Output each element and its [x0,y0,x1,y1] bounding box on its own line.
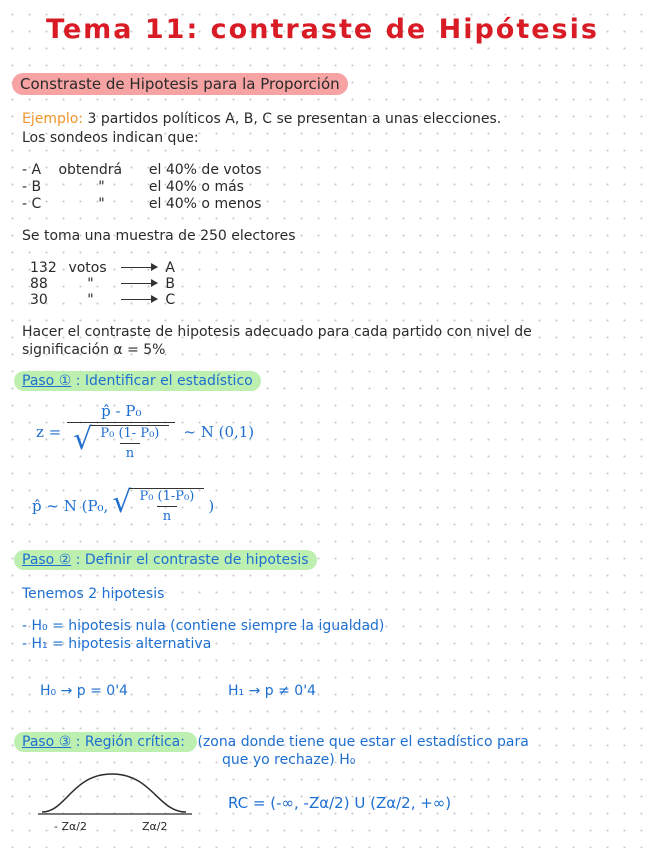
example-line-1 [22,111,501,127]
vote-label: votos [68,260,107,276]
example-text-1: 3 partidos políticos A, B, C se presentan a unas elecciones. [87,111,502,127]
step-2-label: Paso ② [22,552,72,568]
critical-region-formula: RC = (-∞, -Zα/2) U (Zα/2, +∞) [228,794,452,812]
step-2-heading [14,552,317,568]
vote-row-c [30,292,175,308]
step-1-label: Paso ① [22,373,72,389]
step-1-text: : Identificar el estadístico [75,373,253,389]
vote-row-a [30,260,175,276]
hypothesis-alternative: - H₁ = hipotesis alternativa [22,636,212,652]
sqrt-icon: √ $\frac{\text{P₀ (1- P₀)}}{n}$ [73,425,169,461]
vote-party: B [165,276,175,292]
sqrt-numerator: P₀ (1-P₀) [139,489,195,504]
z-fraction [67,402,175,461]
p-hat-close: ) [208,497,215,515]
step-3-label: Paso ③ [22,734,72,750]
z-numerator: p̂ - P₀ [101,402,142,420]
z-denominator [67,422,175,461]
sqrt-denominator: n [120,443,140,461]
option-party: - B [22,179,42,195]
step-3-highlight [14,732,197,752]
vote-row-b [30,276,175,292]
hypotheses-intro: Tenemos 2 hipotesis [22,586,165,602]
step-2-highlight [14,550,317,570]
vote-party: A [165,260,175,276]
arrow-icon [121,283,157,284]
sample-text: Se toma una muestra de 250 electores [22,228,296,244]
hypothesis-null: - H₀ = hipotesis nula (contiene siempre la igualdad) [22,618,385,634]
sqrt-icon: √ $\frac{\text{P₀ (1-P₀)}}{n}$ [112,488,204,524]
arrow-icon [121,299,157,300]
z-distribution: ~ N (0,1) [183,422,255,441]
example-line-2: Los sondeos indican que: [22,130,199,146]
section-heading-proportion [12,75,348,93]
option-word: " [98,179,105,195]
formula-z-label: z = [36,422,62,441]
normal-bell-curve-icon [36,768,196,822]
sqrt-numerator: P₀ (1- P₀) [100,426,160,441]
formula-p-hat-distribution [32,485,215,524]
step-3-heading [14,734,529,750]
option-word: obtendrá [58,162,123,178]
section-heading-label: Constraste de Hipotesis para la Proporción [12,73,348,95]
option-row-b [22,179,244,195]
vote-count: 132 [30,260,57,276]
step-1-highlight [14,371,261,391]
formula-z-statistic [36,402,254,461]
arrow-icon [121,267,157,268]
option-word: " [98,196,105,212]
bell-label-left: - Zα/2 [54,820,87,833]
vote-count: 30 [30,292,48,308]
option-row-c [22,196,261,212]
vote-count: 88 [30,276,48,292]
h0-expression: H₀ → p = 0'4 [40,683,128,699]
option-text: el 40% o más [148,179,244,195]
option-party: - A [22,162,42,178]
bell-label-right: Zα/2 [142,820,168,833]
h1-expression: H₁ → p ≠ 0'4 [228,683,316,699]
task-line-1: Hacer el contraste de hipotesis adecuado para cada partido con nivel de [22,324,532,340]
vote-label: " [87,292,94,308]
task-line-2: significación α = 5% [22,342,166,358]
option-row-a [22,162,262,178]
example-label: Ejemplo: [22,111,84,127]
step-3-note-1: (zona donde tiene que estar el estadístico para [197,734,529,750]
step-3-text: : Región crítica: [75,734,185,750]
step-3-note-2: que yo rechaze) H₀ [222,752,356,768]
sqrt-denominator: n [157,506,177,524]
step-1-heading [14,373,261,389]
p-hat-lhs: p̂ ~ N (P₀, [32,497,109,515]
option-text: el 40% o menos [148,196,262,212]
option-party: - C [22,196,42,212]
vote-label: " [87,276,94,292]
vote-party: C [165,292,176,308]
option-text: el 40% de votos [148,162,262,178]
page-title: Tema 11: contraste de Hipótesis [46,14,599,45]
step-2-text: : Definir el contraste de hipotesis [75,552,309,568]
